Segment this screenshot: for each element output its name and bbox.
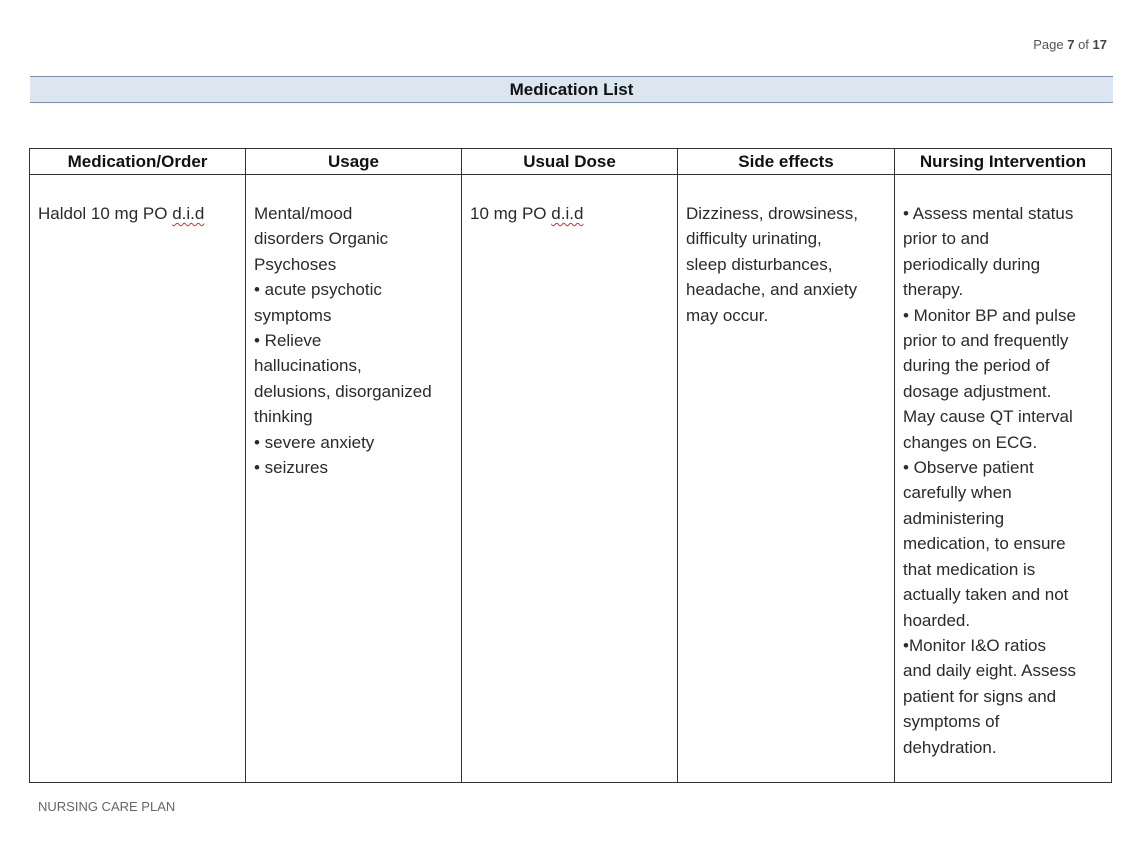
table-row xyxy=(30,175,1112,783)
table-header-row xyxy=(30,149,1112,175)
page-of: of xyxy=(1074,37,1093,52)
intervention-line: changes on ECG. xyxy=(903,432,1038,452)
footer-label: NURSING CARE PLAN xyxy=(38,799,176,814)
header-medication-order: Medication/Order xyxy=(30,149,246,175)
intervention-line: that medication is xyxy=(903,559,1036,579)
medication-text: Haldol 10 mg PO xyxy=(38,204,173,223)
usage-line: symptoms xyxy=(254,305,332,325)
intervention-line: May cause QT interval xyxy=(903,407,1073,427)
cell-usual-dose xyxy=(462,175,678,783)
header-nursing-intervention: Nursing Intervention xyxy=(895,149,1112,175)
side-effects-line: headache, and anxiety xyxy=(686,280,858,300)
header-side-effects: Side effects xyxy=(678,149,895,175)
intervention-line: administering xyxy=(903,508,1005,528)
intervention-line: dehydration. xyxy=(903,737,997,757)
intervention-line: therapy. xyxy=(903,280,964,300)
usage-line: • seizures xyxy=(254,458,328,478)
intervention-line: • Monitor BP and pulse xyxy=(903,305,1076,325)
page-total: 17 xyxy=(1092,37,1107,52)
dose-flagged-word: d.i.d xyxy=(551,204,584,223)
page-number xyxy=(0,37,1107,52)
intervention-line: and daily eight. Assess xyxy=(903,661,1076,681)
cell-medication xyxy=(30,175,246,783)
page-prefix: Page xyxy=(1033,37,1068,52)
intervention-line: medication, to ensure xyxy=(903,534,1066,554)
intervention-line: • Observe patient xyxy=(903,458,1034,478)
section-title: Medication List xyxy=(30,76,1113,103)
intervention-line: • Assess mental status xyxy=(903,204,1074,223)
intervention-line: periodically during xyxy=(903,254,1041,274)
side-effects-line: may occur. xyxy=(686,305,769,325)
usage-line: • severe anxiety xyxy=(254,432,375,452)
intervention-line: dosage adjustment. xyxy=(903,381,1052,401)
header-usual-dose: Usual Dose xyxy=(462,149,678,175)
intervention-line: actually taken and not xyxy=(903,585,1069,605)
usage-line: hallucinations, xyxy=(254,356,362,376)
intervention-line: prior to and frequently xyxy=(903,331,1069,351)
usage-line: Psychoses xyxy=(254,254,337,274)
header-usage: Usage xyxy=(246,149,462,175)
side-effects-line: difficulty urinating, xyxy=(686,229,822,249)
dose-text: 10 mg PO xyxy=(470,204,552,223)
medication-flagged-word: d.i.d xyxy=(172,204,205,223)
medication-table xyxy=(29,148,1112,783)
cell-side-effects xyxy=(678,175,895,783)
usage-line: disorders Organic xyxy=(254,229,389,249)
intervention-line: during the period of xyxy=(903,356,1050,376)
intervention-line: patient for signs and xyxy=(903,686,1057,706)
intervention-line: •Monitor I&O ratios xyxy=(903,635,1046,655)
usage-line: • Relieve xyxy=(254,331,322,351)
usage-line: • acute psychotic xyxy=(254,280,382,300)
usage-line: delusions, disorganized xyxy=(254,381,432,401)
side-effects-line: Dizziness, drowsiness, xyxy=(686,204,858,223)
intervention-line: hoarded. xyxy=(903,610,971,630)
intervention-line: prior to and xyxy=(903,229,989,249)
cell-nursing-intervention xyxy=(895,175,1112,783)
cell-usage xyxy=(246,175,462,783)
page-current: 7 xyxy=(1067,37,1075,52)
usage-line: Mental/mood xyxy=(254,204,353,223)
usage-line: thinking xyxy=(254,407,313,427)
intervention-line: carefully when xyxy=(903,483,1012,503)
intervention-line: symptoms of xyxy=(903,712,1000,732)
side-effects-line: sleep disturbances, xyxy=(686,254,833,274)
